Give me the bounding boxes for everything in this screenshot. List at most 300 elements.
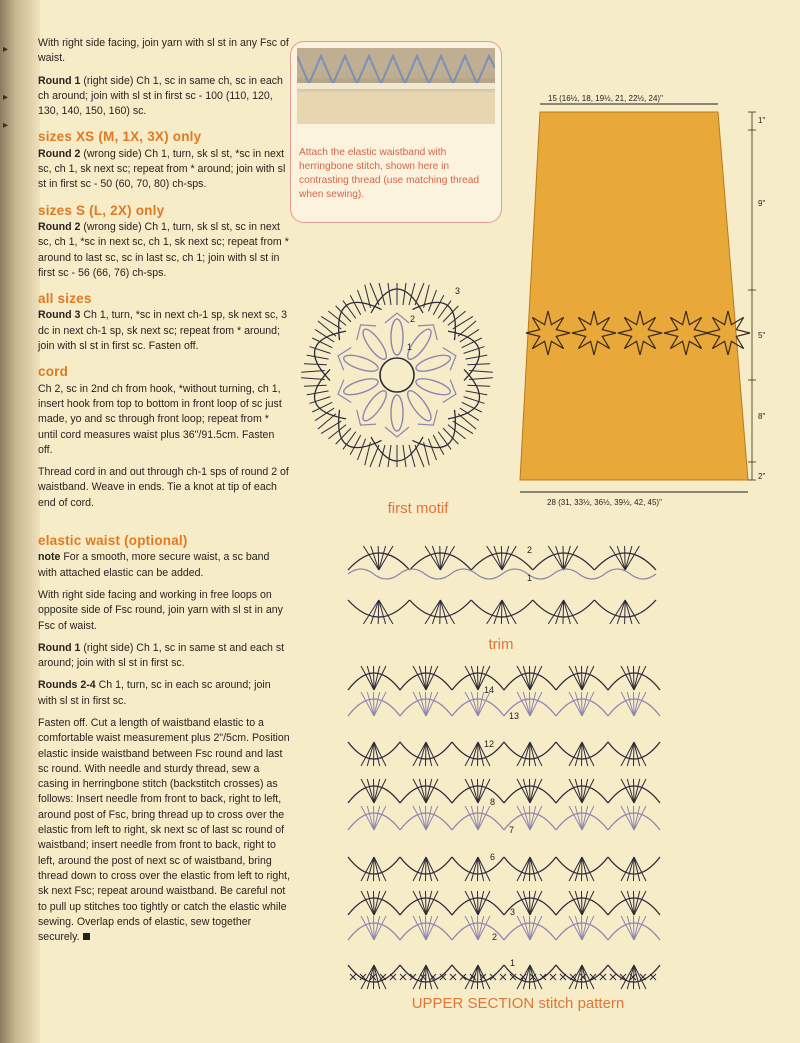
trim-upper-stitch [564, 546, 571, 570]
skirt-height-4: 8" [758, 412, 766, 421]
pattern-row-stitch [582, 742, 594, 766]
stitch-mark [465, 352, 487, 362]
pattern-row-stitch [633, 692, 634, 716]
petal-inner [414, 375, 452, 398]
pattern-row-stitch [426, 891, 432, 915]
pattern-row-stitch [530, 692, 536, 716]
foundation-stitch [520, 974, 526, 980]
skirt-height-5: 2" [758, 472, 766, 481]
motif-center-ring [380, 358, 414, 392]
motif-petal [387, 375, 473, 465]
stitch-mark [464, 347, 485, 354]
pattern-row-stitch [523, 857, 530, 881]
pattern-row-stitch [367, 891, 374, 915]
trim-upper-stitch [625, 546, 626, 570]
pattern-row-stitch [471, 666, 478, 690]
pattern-row-stitch [530, 916, 536, 940]
pattern-row-stitch [413, 806, 426, 830]
skirt-shape [520, 112, 748, 480]
trim-upper-stitch [617, 546, 625, 570]
pattern-row-stitch [517, 891, 530, 915]
pattern-row-stitch [523, 806, 530, 830]
pattern-row-stitch [471, 806, 478, 830]
pattern-row-stitch [477, 692, 478, 716]
pattern-row-stitch [627, 891, 634, 915]
pattern-row-stitch [627, 779, 634, 803]
stitch-mark [469, 371, 493, 386]
trim-lower-stitch [432, 600, 440, 624]
pattern-row-stitch [529, 666, 530, 690]
row-number: 1 [510, 958, 516, 968]
pattern-row-stitch [530, 891, 542, 915]
pattern-row-stitch [465, 666, 478, 690]
pattern-row-stitch [413, 916, 426, 940]
row-number: 12 [484, 739, 495, 749]
pattern-row-stitch [426, 742, 438, 766]
skirt-height-ruler [748, 112, 756, 480]
foundation-stitch [380, 974, 386, 980]
pattern-row-stitch [621, 916, 634, 940]
motif-petal [301, 356, 386, 430]
pattern-row-stitch [634, 916, 640, 940]
pattern-row-stitch [367, 692, 374, 716]
trim-round-number: 1 [527, 573, 533, 583]
stitch-mark [415, 445, 424, 467]
pattern-row-stitch [471, 779, 478, 803]
petal-chain [334, 344, 351, 370]
stitch-mark [424, 290, 442, 311]
pattern-row-stitch [634, 692, 646, 716]
pattern-row-stitch [426, 692, 432, 716]
pattern-row-stitch [367, 742, 374, 766]
pattern-row-stitch [471, 857, 478, 881]
pattern-row-stitch [425, 857, 426, 881]
foundation-stitch [640, 974, 646, 980]
pattern-row-stitch [373, 806, 374, 830]
row-number: 2 [492, 932, 498, 942]
pattern-row-stitch [465, 891, 478, 915]
pattern-row-stitch [621, 806, 634, 830]
pattern-row-stitch [367, 779, 374, 803]
pattern-row-stitch [523, 742, 530, 766]
pattern-row-stitch [413, 779, 426, 803]
pattern-row-stitch [413, 692, 426, 716]
stitch-mark [415, 283, 424, 305]
trim-upper-stitch [379, 546, 393, 570]
pattern-row-stitch [477, 806, 478, 830]
foundation-stitch [650, 974, 656, 980]
pattern-row-stitch [477, 666, 478, 690]
pattern-row-stitch [361, 806, 374, 830]
pattern-row-stitch [374, 916, 380, 940]
sizes-xs-heading: sizes XS (M, 1X, 3X) only [38, 129, 202, 145]
motif-petal [408, 356, 493, 430]
trim-upper-stitch [432, 546, 440, 570]
photo-caption: Attach the elastic waistband with herringbone stitch, shown here in contrasting thread (use matching thread when sewing). [299, 147, 480, 200]
pattern-row-stitch [413, 891, 426, 915]
foundation-stitch [490, 974, 496, 980]
pattern-row-stitch [465, 742, 478, 766]
pattern-row-stitch [582, 666, 588, 690]
foundation-stitch [500, 974, 506, 980]
pattern-row-stitch [426, 916, 438, 940]
pattern-row-stitch [634, 692, 640, 716]
pattern-row-stitch [530, 916, 542, 940]
pattern-row-stitch [465, 965, 478, 989]
pattern-row-stitch [426, 965, 438, 989]
trim-upper-stitch [610, 546, 625, 570]
pattern-row-stitch [413, 965, 426, 989]
trim-lower-stitch [501, 600, 502, 624]
stitch-mark [469, 364, 493, 379]
pattern-row-stitch [627, 916, 634, 940]
motif-round-number: 1 [407, 342, 413, 352]
pattern-row-stitch [419, 806, 426, 830]
pattern-row-stitch [426, 692, 438, 716]
elastic-heading: elastic waist (optional) [38, 533, 188, 549]
row-number: 8 [490, 797, 496, 807]
pattern-row-stitch [575, 742, 582, 766]
pattern-row-stitch [465, 779, 478, 803]
pattern-row-stitch [529, 742, 530, 766]
pattern-row-stitch [581, 666, 582, 690]
pattern-row-stitch [634, 965, 646, 989]
pattern-row-stitch [634, 891, 640, 915]
all-sizes-heading: all sizes [38, 291, 92, 307]
pattern-row-stitch [361, 779, 374, 803]
stitch-mark [448, 421, 466, 442]
foundation-stitch [610, 974, 616, 980]
elastic-paragraph-1: With right side facing and working in free loops on opposite side of Fsc round, join yarn with sl st in any Fsc of waist. [38, 588, 283, 632]
trim-upper-stitch [548, 546, 563, 570]
pattern-row-stitch [517, 806, 530, 830]
pattern-row-stitch [582, 779, 594, 803]
pattern-row-stitch [575, 806, 582, 830]
pattern-row-stitch [477, 742, 478, 766]
pattern-row-stitch [569, 692, 582, 716]
motif-petal [370, 283, 424, 355]
cord-heading: cord [38, 364, 69, 380]
note-label: note [38, 551, 61, 564]
pattern-row-stitch [582, 666, 594, 690]
gutter-mark: ▸ [3, 92, 9, 103]
pattern-row-stitch [569, 779, 582, 803]
trim-lower-stitch [440, 600, 447, 624]
pattern-row-stitch [478, 965, 490, 989]
pattern-row-stitch [426, 857, 438, 881]
trim-lower-stitch [379, 600, 386, 624]
pattern-row-stitch [529, 779, 530, 803]
pattern-row-stitch [471, 916, 478, 940]
pattern-row-stitch [477, 857, 478, 881]
round-label: Round 3 [38, 309, 81, 322]
pattern-row-stitch [582, 891, 588, 915]
pattern-row-stitch [465, 806, 478, 830]
trim-lower-stitch [564, 600, 578, 624]
stitch-mark [301, 371, 325, 386]
pattern-row-stitch [627, 857, 634, 881]
pattern-row-stitch [569, 666, 582, 690]
stitch-mark [409, 283, 415, 305]
pattern-row-stitch [373, 742, 374, 766]
pattern-row-stitch [530, 806, 536, 830]
pattern-row-stitch [529, 891, 530, 915]
round-text: Ch 1, turn, *sc in next ch-1 sp, sk next sc, 3 dc in next ch-1 sp, sk next sc; repeat from * around; join with sl st in first sc. Fasten off. [38, 309, 288, 353]
pattern-row-stitch [582, 692, 588, 716]
round-label: Round 2 [38, 220, 81, 233]
pattern-row-stitch [523, 779, 530, 803]
trim-lower-stitch [564, 600, 571, 624]
pattern-row-stitch [582, 742, 588, 766]
pattern-row-stitch [419, 779, 426, 803]
petal-chain [334, 380, 351, 406]
skirt-height-1: 1" [758, 116, 766, 125]
trim-upper-stitch [494, 546, 502, 570]
trim-upper-stitch [440, 546, 454, 570]
pattern-row-stitch [634, 916, 646, 940]
stitch-mark [353, 290, 371, 311]
pattern-row-stitch [478, 806, 490, 830]
pattern-row-stitch [465, 692, 478, 716]
motif-label: first motif [387, 500, 449, 517]
trim-upper-stitch [425, 546, 440, 570]
pattern-row-stitch [582, 916, 588, 940]
pattern-row-stitch [581, 779, 582, 803]
pattern-row-stitch [633, 857, 634, 881]
stitch-mark [310, 347, 331, 354]
pattern-row-stitch [569, 857, 582, 881]
pattern-row-stitch [529, 916, 530, 940]
pattern-row-stitch [425, 742, 426, 766]
pattern-row-stitch [374, 806, 380, 830]
pattern-row-stitch [426, 779, 432, 803]
pattern-row-stitch [361, 692, 374, 716]
pattern-row-stitch [419, 891, 426, 915]
pattern-row-stitch [517, 916, 530, 940]
pattern-row-stitch [426, 806, 438, 830]
pattern-row-stitch [633, 779, 634, 803]
pattern-row-stitch [530, 965, 542, 989]
trim-lower-stitch [502, 600, 516, 624]
pattern-row-stitch [374, 779, 386, 803]
pattern-row-stitch [426, 666, 438, 690]
pattern-row-stitch [530, 779, 536, 803]
pattern-row-stitch [621, 666, 634, 690]
petal-inner [359, 326, 390, 362]
pattern-row-stitch [634, 779, 640, 803]
pattern-row-stitch [374, 779, 380, 803]
stitch-mark [307, 352, 329, 362]
pattern-row-stitch [529, 692, 530, 716]
petal-chain [443, 380, 460, 406]
cord-paragraph-1: Ch 2, sc in 2nd ch from hook, *without turning, ch 1, insert hook from top to bottom in front loop of sc just made, yo and sc through front loop; repeat from * until cord measures waist plus 36"/91.5cm. Fasten off. [38, 382, 282, 456]
pattern-row-stitch [426, 666, 432, 690]
gutter-mark: ▸ [3, 44, 9, 55]
pattern-row-stitch [575, 857, 582, 881]
pattern-row-stitch [478, 666, 484, 690]
pattern-row-stitch [374, 742, 386, 766]
skirt-schematic [520, 104, 756, 492]
foundation-stitch [450, 974, 456, 980]
stitch-mark [370, 283, 379, 305]
pattern-row-stitch [425, 779, 426, 803]
pattern-row-stitch [634, 742, 646, 766]
pattern-row-stitch [575, 666, 582, 690]
pattern-row-stitch [581, 965, 582, 989]
pattern-row-stitch [471, 965, 478, 989]
trim-lower-stitch [494, 600, 502, 624]
pattern-row-stitch [621, 742, 634, 766]
motif-round-number: 3 [455, 286, 461, 296]
pattern-row-stitch [517, 742, 530, 766]
pattern-row-stitch [413, 857, 426, 881]
pattern-row-stitch [465, 857, 478, 881]
pattern-row-stitch [523, 916, 530, 940]
pattern-row-stitch [581, 692, 582, 716]
round-label: Round 2 [38, 147, 81, 160]
trim-lower-stitch [625, 600, 626, 624]
pattern-row-stitch [634, 666, 640, 690]
pattern-row-stitch [373, 891, 374, 915]
pattern-row-stitch [367, 916, 374, 940]
pattern-row-stitch [569, 965, 582, 989]
trim-lower-stitch [610, 600, 625, 624]
pattern-row-stitch [530, 742, 542, 766]
pattern-row-stitch [523, 965, 530, 989]
trim-lower-stitch [625, 600, 639, 624]
petal-chain [385, 427, 409, 437]
pattern-row-stitch [361, 742, 374, 766]
trim-upper-stitch [564, 546, 578, 570]
round-text: Ch 1, turn, sc in each sc around; join with sl st in first sc. [38, 679, 271, 707]
pattern-row-stitch [575, 692, 582, 716]
motif-petal [301, 321, 386, 395]
pattern-row-stitch [634, 806, 646, 830]
pattern-row-stitch [634, 857, 646, 881]
skirt-bottom-width: 28 (31, 33½, 36½, 39½, 42, 45)" [547, 498, 662, 507]
pattern-row-stitch [530, 779, 542, 803]
pattern-row-stitch [633, 916, 634, 940]
pattern-row-stitch [523, 666, 530, 690]
trim-lower-stitch [378, 600, 379, 624]
pattern-row-stitch [426, 857, 432, 881]
pattern-row-stitch [419, 916, 426, 940]
pattern-row-stitch [633, 742, 634, 766]
stitch-mark [403, 445, 406, 467]
pattern-row-stitch [373, 916, 374, 940]
trim-upper-stitch [502, 546, 509, 570]
petal-inner [391, 395, 403, 431]
pattern-row-stitch [582, 806, 594, 830]
pattern-row-stitch [478, 857, 484, 881]
elastic-text: Fasten off. Cut a length of waistband elastic to a comfortable waist measurement plus 2"/5cm. Position elastic inside waistband between Fsc round and last sc round. With needle and sturdy thread, sew a casing in herringbone stitch (backstitch crosses) as follows: Insert needle from front to back, right to left, around post of Fsc, bring thread up to cross over the elastic from left to right, sk next sc of last sc round of waistband; insert needle from front to back, right to left, around the post of next sc of waistband, bring thread down to cross over the elastic from left to right, sk next Fsc; repeat around waistband. Be careful not to pull up stitches too tightly or catch the elastic while sewing. Overlap ends of elastic, sew together securely. [38, 716, 291, 944]
trim-lower-stitch [363, 600, 378, 624]
stitch-mark [403, 283, 406, 305]
motif-round-number: 2 [410, 314, 416, 324]
pattern-row-stitch [634, 779, 646, 803]
trim-lower-stitch [440, 600, 441, 624]
stitch-mark [379, 283, 385, 305]
pattern-row-stitch [373, 692, 374, 716]
pattern-row-stitch [426, 891, 438, 915]
pattern-row-stitch [478, 891, 490, 915]
pattern-row-stitch [478, 891, 484, 915]
stitch-mark [424, 439, 442, 460]
trim-lower-stitch [502, 600, 509, 624]
trim-upper-stitch [625, 546, 639, 570]
pattern-row-stitch [530, 891, 536, 915]
pattern-row-stitch [471, 742, 478, 766]
trim-round-number: 2 [527, 545, 533, 555]
pattern-row-stitch [477, 779, 478, 803]
pattern-row-stitch [425, 666, 426, 690]
pattern-row-stitch [581, 857, 582, 881]
foundation-stitch [400, 974, 406, 980]
pattern-row-stitch [627, 806, 634, 830]
pattern-row-stitch [374, 692, 386, 716]
pattern-row-stitch [633, 666, 634, 690]
cord-paragraph-2: Thread cord in and out through ch-1 sps of round 2 of waistband. Weave in ends. Tie a knot at tip of each end of cord. [38, 466, 289, 509]
pattern-row-stitch [478, 742, 484, 766]
pattern-row-stitch [621, 779, 634, 803]
pattern-row-stitch [575, 965, 582, 989]
round-label: Round 1 [38, 641, 81, 654]
pattern-row-stitch [413, 742, 426, 766]
pattern-row-stitch [426, 806, 432, 830]
pattern-row-stitch [425, 806, 426, 830]
trim-upper-stitch [371, 546, 379, 570]
round-text: (right side) Ch 1, sc in same ch, sc in each ch around; join with sl st in first sc - 100 (110, 120, 130, 140, 150, 160) sc. [38, 74, 283, 118]
pattern-row-stitch [634, 666, 646, 690]
gutter-mark: ▸ [3, 120, 9, 131]
row-number: 7 [509, 825, 515, 835]
pattern-row-stitch [581, 806, 582, 830]
pattern-row-stitch [478, 692, 490, 716]
first-motif-diagram [301, 283, 493, 467]
pattern-row-stitch [361, 891, 374, 915]
skirt-height-3: 5" [758, 331, 766, 340]
pattern-row-stitch [361, 916, 374, 940]
pattern-row-stitch [478, 857, 490, 881]
petal-inner [414, 352, 452, 375]
trim-upper-stitch [502, 546, 516, 570]
pattern-row-stitch [530, 742, 536, 766]
foundation-stitch [350, 974, 356, 980]
pattern-row-stitch [523, 692, 530, 716]
pattern-row-stitch [426, 742, 432, 766]
pattern-row-stitch [582, 857, 594, 881]
stitch-mark [443, 304, 458, 324]
pattern-row-stitch [419, 742, 426, 766]
pattern-row-stitch [627, 666, 634, 690]
pattern-row-stitch [478, 806, 484, 830]
skirt-height-2: 9" [758, 199, 766, 208]
trim-upper-stitch [487, 546, 502, 570]
pattern-row-stitch [517, 779, 530, 803]
pattern-row-stitch [426, 779, 438, 803]
pattern-row-stitch [517, 857, 530, 881]
row-number: 3 [510, 907, 516, 917]
pattern-row-stitch [575, 891, 582, 915]
intro-text: With right side facing, join yarn with sl st in any Fsc of waist. [38, 37, 289, 65]
pattern-row-stitch [373, 666, 374, 690]
row-number: 14 [484, 685, 495, 695]
stitch-mark [388, 445, 391, 467]
pattern-row-stitch [582, 857, 588, 881]
pattern-row-stitch [465, 916, 478, 940]
pattern-row-stitch [634, 742, 640, 766]
upper-section-diagram [348, 666, 660, 989]
